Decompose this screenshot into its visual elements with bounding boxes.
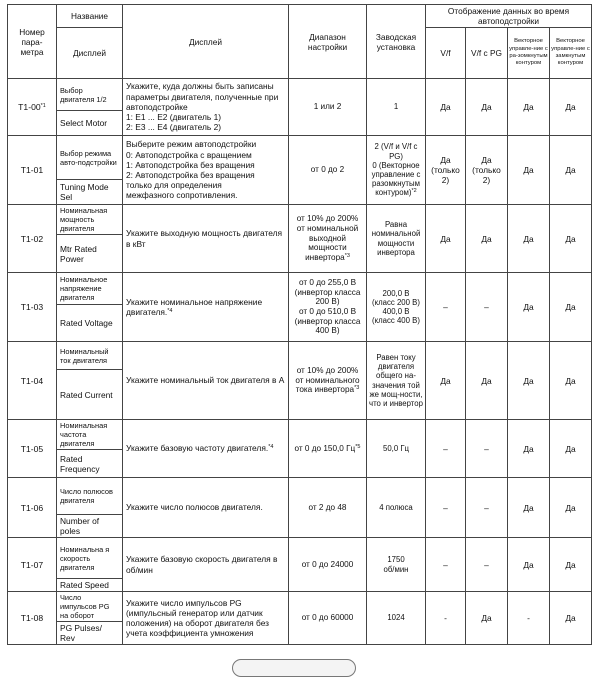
param-name-ru-text: Число полюсов двигателя (60, 487, 113, 505)
param-range-text: 1 или 2 (313, 102, 342, 112)
param-description-text: Укажите, куда должны быть записаны параметры двигателя, полученные при автоподстройке 1: E1 ... E2 (двигатель 1) 2: E3 ... E4 (двигатель 2) (126, 81, 279, 133)
param-name-en-text: Number of poles (60, 516, 100, 536)
param-factory (367, 205, 426, 273)
param-factory-text: 1024 (387, 613, 405, 623)
table-row (8, 79, 592, 111)
param-number-text: T1-08 (20, 613, 44, 623)
param-name-en-text: Mtr Rated Power (60, 243, 97, 264)
param-range-text: от 0 до 255,0 В (инвертор класса 200 В) от 0 до 510,0 В (инвертор класса 400 В) (294, 277, 361, 336)
param-range-text: от 10% до 200% от номинального тока инвертора (295, 365, 360, 395)
param-description (123, 342, 289, 420)
mode-vf-text: – (443, 559, 448, 570)
param-description-text: Укажите номинальный ток двигателя в А (126, 375, 285, 386)
param-description-text: Укажите номинальное напряжение двигателя. (126, 296, 263, 317)
param-description (123, 273, 289, 342)
param-range-footnote: *3 (344, 253, 350, 260)
mode-vf (426, 205, 466, 273)
mode-vector-open-text: Да (523, 165, 534, 175)
header-name: Название (57, 5, 123, 28)
param-number (8, 205, 57, 273)
param-description-footnote: *4 (167, 308, 173, 314)
mode-vector-open-text: Да (523, 502, 534, 513)
mode-vf-pg-text: Да (только 2) (472, 155, 501, 185)
mode-vf (426, 592, 466, 645)
mode-vector-closed-text: Да (565, 375, 576, 386)
mode-vector-open (508, 342, 550, 420)
mode-vf-pg (466, 79, 508, 136)
mode-vector-closed-text: Да (565, 502, 576, 513)
param-description (123, 592, 289, 645)
param-name-en (57, 450, 123, 478)
param-name-en-text: Select Motor (60, 118, 108, 128)
param-factory-text: 200,0 В (класс 200 В) 400,0 В (класс 400 В) (372, 288, 420, 326)
param-name-en-text: Rated Frequency (60, 453, 100, 474)
mode-vf (426, 342, 466, 420)
param-number (8, 136, 57, 205)
param-number (8, 420, 57, 478)
param-name-ru (57, 420, 123, 450)
param-range-text: от 0 до 60000 (301, 613, 354, 623)
mode-vf-pg-text: Да (481, 102, 492, 112)
param-description-text: Укажите базовую частоту двигателя. (126, 443, 269, 454)
param-description-text: Укажите выходную мощность двигателя в кВт (126, 228, 283, 249)
mode-vector-closed-text: Да (565, 443, 576, 454)
mode-vf-text: – (443, 302, 448, 312)
param-factory-text: Равен току двигателя общего на-значения той же мощ-ности, что и инвертор (369, 352, 423, 408)
param-number-footnote: *1 (40, 103, 46, 109)
mode-vector-closed-text: Да (565, 559, 576, 570)
param-name-en (57, 111, 123, 136)
param-factory (367, 478, 426, 538)
mode-vf-text: Да (440, 375, 451, 386)
header-modes-title: Отображение данных во время автоподстройки (426, 5, 592, 28)
header-vector-closed: Векторное управле-ние с замкнутым контуром (550, 28, 592, 79)
header-vf: V/f (426, 28, 466, 79)
mode-vf-pg (466, 592, 508, 645)
param-factory (367, 420, 426, 478)
param-number (8, 478, 57, 538)
mode-vf-pg-text: Да (481, 233, 492, 244)
mode-vf-text: Да (440, 102, 451, 112)
param-factory-text: 50,0 Гц (382, 443, 410, 453)
param-description (123, 538, 289, 592)
mode-vector-closed (550, 205, 592, 273)
param-name-en (57, 180, 123, 205)
param-name-ru-text: Номинальное напряжение двигателя (60, 275, 108, 302)
param-range (289, 273, 367, 342)
mode-vf-pg-text: – (484, 559, 489, 570)
param-name-en (57, 235, 123, 273)
mode-vector-open (508, 205, 550, 273)
mode-vf-text: - (444, 613, 447, 623)
param-factory (367, 342, 426, 420)
param-range (289, 478, 367, 538)
header-vf-pg: V/f с PG (466, 28, 508, 79)
mode-vector-open-text: Да (523, 375, 534, 386)
mode-vector-open (508, 538, 550, 592)
param-name-ru (57, 79, 123, 111)
param-name-en-text: PG Pulses/ Rev (60, 623, 102, 643)
param-number (8, 79, 57, 136)
param-name-en (57, 622, 123, 645)
header-range: Диапазон настройки (289, 5, 367, 79)
param-range (289, 592, 367, 645)
mode-vf-text: Да (только 2) (431, 155, 460, 185)
param-name-en (57, 370, 123, 420)
mode-vector-closed (550, 420, 592, 478)
mode-vf (426, 538, 466, 592)
mode-vf-pg (466, 205, 508, 273)
param-description (123, 420, 289, 478)
page-tab (232, 659, 356, 677)
mode-vf-pg (466, 342, 508, 420)
param-name-ru (57, 538, 123, 579)
param-description-text: Укажите базовую скорость двигателя в об/мин (126, 554, 278, 575)
mode-vector-closed-text: Да (565, 165, 576, 175)
param-description-text: Укажите число импульсов PG (импульсный генератор или датчик положения) на оборот двигателя без учета коэффициента умножения (126, 597, 270, 639)
mode-vf-pg-text: – (484, 443, 489, 454)
param-range-text: от 0 до 2 (310, 165, 345, 175)
table-row (8, 420, 592, 450)
mode-vector-open (508, 273, 550, 342)
param-factory (367, 79, 426, 136)
mode-vf-pg (466, 538, 508, 592)
mode-vector-open-text: Да (523, 302, 534, 312)
param-name-ru-text: Номинальна я скорость двигателя (60, 544, 110, 572)
param-name-en-text: Rated Voltage (60, 318, 113, 328)
param-name-ru-text: Номинальная частота двигателя (60, 421, 108, 448)
param-range-text: от 0 до 24000 (301, 559, 354, 569)
mode-vector-open (508, 478, 550, 538)
table-row (8, 136, 592, 180)
param-factory (367, 136, 426, 205)
param-factory-text: 1750 об/мин (383, 555, 409, 574)
param-description (123, 79, 289, 136)
param-range-footnote: *5 (355, 443, 361, 450)
param-range (289, 538, 367, 592)
param-number-text: T1-05 (20, 443, 44, 454)
mode-vf-text: – (443, 443, 448, 454)
param-range (289, 136, 367, 205)
param-description-text: Выберите режим автоподстройки 0: Автоподстройка с вращением 1: Автоподстройка без вращения 2: Автоподстройка без вращения только для определения межфазного сопротивления. (126, 139, 257, 201)
mode-vf-pg-text: Да (481, 375, 492, 386)
mode-vector-open-text: Да (523, 233, 534, 244)
param-factory (367, 273, 426, 342)
param-factory-text: 2 (V/f и V/f с PG) 0 (Векторное управление с разомкнутым контуром) (371, 142, 421, 198)
param-name-ru (57, 592, 123, 622)
mode-vf (426, 136, 466, 205)
mode-vector-closed (550, 273, 592, 342)
mode-vector-open-text: Да (523, 443, 534, 454)
parameter-table (7, 4, 592, 645)
table-row (8, 592, 592, 622)
param-number-text: T1-02 (20, 233, 44, 244)
param-description (123, 478, 289, 538)
param-description (123, 136, 289, 205)
param-range-footnote: *3 (354, 385, 360, 392)
param-number (8, 273, 57, 342)
mode-vf-pg-text: – (484, 302, 489, 312)
mode-vector-closed (550, 79, 592, 136)
table-row (8, 342, 592, 370)
mode-vf-pg (466, 136, 508, 205)
table-row (8, 478, 592, 515)
param-name-ru-text: Номинальная мощность двигателя (60, 206, 108, 233)
param-number (8, 538, 57, 592)
mode-vector-open-text: Да (523, 559, 534, 570)
mode-vector-open (508, 420, 550, 478)
header-display: Дисплей (57, 28, 123, 79)
mode-vector-closed (550, 342, 592, 420)
param-name-ru (57, 136, 123, 180)
mode-vf-pg (466, 420, 508, 478)
mode-vf-pg (466, 273, 508, 342)
param-factory-text: Равна номинальной мощности инвертора (371, 220, 421, 257)
param-name-en-text: Tuning Mode Sel (60, 182, 109, 202)
param-name-ru (57, 342, 123, 370)
param-name-en (57, 579, 123, 592)
param-name-en (57, 305, 123, 342)
header-factory: Заводская установка (367, 5, 426, 79)
mode-vector-open (508, 592, 550, 645)
param-number (8, 592, 57, 645)
mode-vf (426, 478, 466, 538)
param-number-text: T1-01 (20, 165, 44, 175)
mode-vector-open (508, 136, 550, 205)
mode-vector-open (508, 79, 550, 136)
table-row (8, 205, 592, 235)
mode-vf (426, 79, 466, 136)
mode-vector-closed (550, 478, 592, 538)
param-range-text: от 2 до 48 (308, 502, 347, 512)
param-factory (367, 592, 426, 645)
param-range (289, 342, 367, 420)
table-row (8, 538, 592, 579)
param-number (8, 342, 57, 420)
param-range (289, 205, 367, 273)
mode-vector-closed-text: Да (565, 613, 576, 623)
param-name-en (57, 515, 123, 538)
param-factory-text: 1 (393, 102, 399, 112)
param-name-ru-text: Номинальный ток двигателя (60, 346, 109, 365)
mode-vf-pg-text: Да (481, 613, 492, 623)
param-description-footnote: *4 (268, 444, 274, 451)
param-range (289, 79, 367, 136)
param-range-text: от 0 до 150,0 Гц (294, 443, 356, 453)
table-row (8, 273, 592, 305)
param-number-text: T1-04 (20, 375, 44, 386)
param-name-ru (57, 273, 123, 305)
param-name-ru (57, 205, 123, 235)
mode-vf-pg-text: – (484, 502, 489, 513)
mode-vector-open-text: Да (523, 102, 534, 112)
mode-vf-pg (466, 478, 508, 538)
mode-vector-open-text: - (527, 613, 530, 623)
param-name-ru-text: Выбор режима авто-подстройки (60, 148, 117, 167)
mode-vector-closed-text: Да (565, 102, 576, 112)
mode-vf-text: – (443, 502, 448, 513)
header-vector-open: Векторное управле-ние с ра-зомкнутым контуром (508, 28, 550, 79)
header-param-number: Номер пара-метра (8, 5, 57, 79)
param-name-en-text: Rated Speed (60, 580, 109, 590)
mode-vector-closed (550, 538, 592, 592)
param-description-text: Укажите число полюсов двигателя. (126, 502, 263, 513)
mode-vf (426, 420, 466, 478)
param-number-text: T1-00 (18, 102, 41, 112)
param-name-ru-text: Число импульсов PG на оборот (60, 593, 110, 620)
mode-vf (426, 273, 466, 342)
mode-vector-closed-text: Да (565, 233, 576, 244)
header-display-main: Дисплей (123, 5, 289, 79)
mode-vector-closed-text: Да (565, 302, 576, 312)
param-factory (367, 538, 426, 592)
param-name-ru (57, 478, 123, 515)
param-factory-footnote: *2 (411, 188, 417, 195)
param-range (289, 420, 367, 478)
mode-vector-closed (550, 136, 592, 205)
param-number-text: T1-06 (20, 502, 44, 513)
param-name-en-text: Rated Current (60, 389, 113, 400)
param-factory-text: 4 полюса (379, 502, 413, 512)
param-name-ru-text: Выбор двигателя 1/2 (60, 85, 107, 104)
mode-vf-text: Да (440, 233, 451, 244)
param-number-text: T1-07 (20, 559, 44, 570)
param-description (123, 205, 289, 273)
mode-vector-closed (550, 592, 592, 645)
param-range-text: от 10% до 200% от номинальной выходной мощности инвертора (296, 214, 359, 263)
param-number-text: T1-03 (20, 302, 44, 312)
